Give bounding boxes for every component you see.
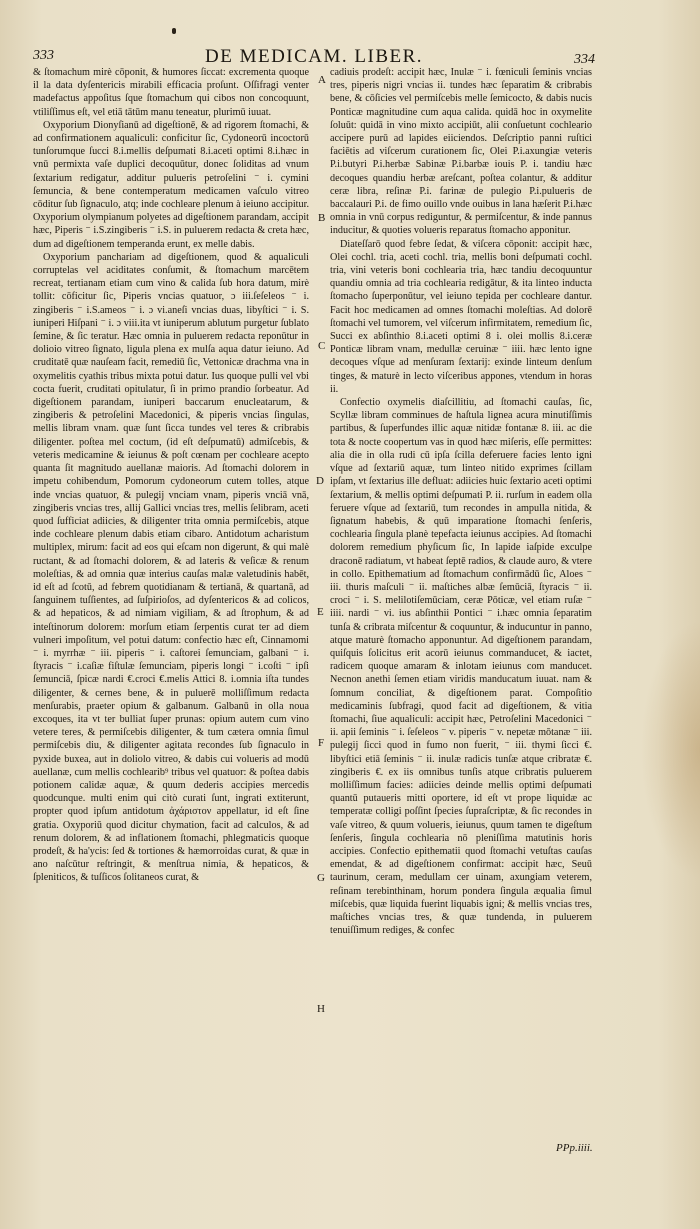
- signature-mark: PPp.iiii.: [556, 1142, 593, 1154]
- running-title: DE MEDICAM. LIBER.: [205, 46, 424, 67]
- margin-letter-g: G: [317, 872, 325, 884]
- paragraph: Oxyporium panchariam ad digeſtionem, quod & aqualiculi corruptelas vel aciditates conſumit, & ſtomachum marcētem recreat, tertianam etiam cum vino & calida ſub hora datum, mirè tollit: cōficitur ſic, Piperis vncias quatuor, ɔ iii.ſeſeleos ⁻ i. zingiberis ⁻ i.S.ameos ⁻ i. ɔ vi.aneſi vncias duas, libyſtici ⁻ i. S. iuniperi Hiſpani ⁻ i. ɔ viii.ita vt iuniperum ablutum purgetur ſublato ſemine, & ſic teratur. Hæc omnia in puluerem redacta reponūtur in dolioio vitreo ſignato, ligula plena ex mulſa aqua datur ieiuno. Ad cruditatē quæ nauſeam facit, remediū ſic, Vettonicæ drachma vna in oxymelitis cyathis tribus mixta potui datur. Ius quoque pulli vel vbi cocta fuerit, cruditati opitulatur, ſi in primo prandio ſorbeatur. Ad digeſtionem parandam, iuniperi baccarum enucleatarum, & zingiberis & petroſelini Macedonici, & piperis vncias ſingulas, mellis libram vnam. quæ ſunt ſicca tundes vel teres & cribrabis diligenter. poſtea mel coctum, (id eſt deſpumatū) admiſcebis, & veteris medicamine & ieiunus & poſt cœnam per cochleare acepto quanta ſit magnitudo auellanæ maioris. Ad ſtomachi dolorem in impetu cohibendum, Pomorum cydoneorum cutem tolles, atque inde vncias quatuor, & pulegij vnciam vnam, piperis vnciā vnā, zingiberis vncias tres, allij Gallici vncias tres, mellis ſelibram, aceti quod ſufficiat adiicies, & diligenter trita omnia permiſcebis, atque inde cochleare plenum dabis etiam cibaro. Antidotum acharistum multiplex, mirum: facit ad eos qui eſcam non digerunt, & qui malè ructant, & ad ſtomachi dolorem, & ad lateris & veſicæ & renum moleſtias, & ad omnia quæ interius cauſas malæ valetudinis habēt, id eſt ad ſcotū, ad febrem quotidianam & tertianā, & quartanā, ad ſanguinem tuſſientes, ad ſuſpirioſos, ad dyſentericos & ad colicos, & ad hepaticos, & ad nimiam vigiliam, & ad ſtrophum, & ad inteſtinorum dolorem: morſum etiam ſerpentis curat ter ad diem vulneri impoſitum, vel potui datum: confectio hæc eſt, Cinnamomi ⁻ i. myrrhæ ⁻ iii. piperis ⁻ i. caſtorei ſemunciam, galbani ⁻ i. ſtyracis ⁻ i.caſiæ fiſtulæ ſemunciam, piperis longi ⁻ i.coſti ⁻ ipſi ſemunciā, ſpicæ nardi €.croci €.melis Attici 8. i.omnia iſta tundes diligenter, & cernes bene, & in puluerē molliſſimum redacta menſurabis, praeter opium & galbanum. Galbanū in olla noua excoques, ita vt ter bulliat ſuper prunas: opium autem cum vino vetere teres, & permiſcebis diligenter, & tum cætera omnia ſimul permiſcebis diu, & diligenter agitata recondes ſub ſignaculo in pyxide buxea, aut in doliolo vitreo, & dabis cui volueris ad modū auellanæ, cum mellis cochlearib⁹ tribus vel quatuor: & poſtea dabis potionem calidæ aquæ, & quum dederis accipies mercedis quodcunque. multi enim qui citò curati ſunt, ingrati extiterunt, propter quod ipſum antidotum ἀχάριστον appellatur, id eſt ſine gratia. Oxyporiū quod dicitur chymation, facit ad calculos, & ad renum dolorem, & ad inflationem ſtomachi, phlegmaticis quoque prodeſt, & ha'ycis: ſed & tortiones & hæmorroidas curat, & quæ in ano naſcūtur reſtringit, & menſtrua nimia, & hepaticos, & ſpleniticos, & tuſſicos ſolitaneos curat, &: [33, 251, 309, 884]
- water-stain: [640, 620, 700, 880]
- margin-letter-c: C: [318, 340, 326, 352]
- margin-letter-h: H: [317, 1003, 325, 1015]
- paragraph: & ſtomachum mirè cōponit, & humores ſiccat: excrementa quoque il la data dyſentericis mirabili efficacia proſunt. Oſſifragi venter madefactus appoſitus ſque ſtomachum qui cibos non concoquunt, vtiliſſimus eſt, vel etiā tātūm manu teneatur, plurimū iuuat.: [33, 67, 309, 118]
- right-column: [330, 66, 592, 937]
- paragraph: Confectio oxymelis diaſcillitiu, ad ſtomachi cauſas, ſic, Scyllæ libram comminues de haſtula lignea acura minutiſſimis partibus, & ſuperfundes illic aquæ nitidæ fontanæ 8. iii. ac die tota & nocte coopertum vas in quod hæc miſeris, eſſe permittes: alia die in olla rudi cū ipſa ſcilla deferuere facies lento igni vſque ad ſextariū aquæ, tum linteo nitido exprimes ſcillam ipſam, vt ſextarius ille defluat: adiicies huic ſextario aceti optimi ſextarium, & mellis optimi deſpumati P. ii. rurſum in eadem olla feruere vſque ad ſextariū, tum recondes in ampulla nitida, & ſignatum habebis, & quū imparatione ſtomachi ſenſeris, cochlearia ſingula planè tepefacta ieiunus accipies. Ad ſtomachi dolorem remedium phyſicum ſic, In lapide iaſpide exculpe draconē radiatum, vt habeat ſeptē radios, & claude auro, & vtere in collo. Epithematium ad ſtomachum confirmādū ſic, Aloes ⁻ iii. thuris maſculi ⁻ ii. maſtiches albæ ſemūciā, ſtyracis ⁻ ii. croci ⁻ i. S. melilotiſemūciam, ceræ Pōticæ, vel etiam ruſæ ⁻ iiii. nardi ⁻ vi. ius abſinthii Pontici ⁻ i.hæc omnia ſeparatim tunſa & cribrata miſcentur & coquuntur, & inducuntur in panno, atque maturè ſtomacho apponuntur. Ad digeſtionem parandam, quiſquis ſolicitus erit acorū ieiunus commanducet, & iactet, radicem quoque amaram & inlotam ieiunus com manducet. Necnon anethi ſemen etiam viridis manducatum iuuat. nam & ſomnum conciliat, & digeſtionem parat. Compoſitio medicaminis ſubfragi, quod facit ad digeſtionem, & vitia ſtomachi, ſiue aqualiculi: accipit hæc, Petroſelini Macedonici ⁻ ii. apii ſeminis ⁻ i. ſeſeleos ⁻ v. piperis ⁻ v. nepetæ mōtanæ ⁻ iii. pulegij ſicci quod in fumo non fuerit, ⁻ iii. thymi ſicci €. libyſtici etiā ſeminis ⁻ ii. inulæ radicis tunſæ atque cribratæ €. zingiberis €. ex iis omnibus tunſis atque cribratis puluerem molliſſimum facies: adiicies deinde mellis optimi deſpumati quantū putaueris mitti oportere, id eſt vt prope liquidæ ac temperatæ colligi poſſint ſpecies ſupraſcriptæ, & ſic recondes in vaſe vitreo, & quum volueris, ieiunus, quum tamen te digeſtum ſenſeris, ſingula cochlearia nō pleniſſima matutinis horis accipies. Confectio epithematii quod ſtomachi vetuſtas cauſas emendat, & ad digeſtionem confirmat: accipit hæc, Seuū taurinum, ceram, medullam cer uinam, axungiam veterem, reſinam terebinthinam, horum pondera ſingula æqualia ſimul miſcebis, quæ liquida fuerint liquabis igni; & mellis vncias tres, maſtiches vncias tres, & quæ tundenda, in puluerem tenuiſſimum rediges, & confec: [330, 397, 592, 937]
- paragraph: Oxyporium Dionyſianū ad digeſtionē, & ad rigorem ſtomachi, & ad confirmationem aqualiculi: conficitur ſic, Cydoneorū incoctorū tunſorumque ſucci 8.i.mellis deſpumati 8.i.aceti optimi 8.i.hæc in vnū permixta vaſe duplici decoquūtur, donec ſoliditas ad vnum ſextarium redigatur, additur pulueris petroſelini ⁻ i. cymini ſemuncia, & bene contemperatum medicamen vaſculo vitreo cōditur ſub ſignaculo, atq; inde cochleare plenum à ieiuno accipitur. Oxyporium olympianum polyetes ad digeſtionem parandam, accipit hæc, Piperis ⁻ i.S.zingiberis ⁻ i.S. in puluerem redacta & creta hæc, dum ad digeſtionem temperanda erunt, ex melle dabis.: [33, 119, 309, 250]
- left-column: [33, 66, 309, 885]
- page-number-right: 334: [574, 52, 595, 67]
- margin-letter-e: E: [317, 606, 324, 618]
- ink-speck: [172, 28, 176, 34]
- margin-letter-d: D: [316, 475, 324, 487]
- paragraph: Diateſſarō quod febre ſedat, & viſcera cōponit: accipit hæc, Olei cochl. tria, aceti cochl. tria, mellis boni deſpumati cochl. tria, vini veteris boni cochlearia tria, hæc tandiu decoquuntur quandiu omnia ad tria cochlearia redigātur, & ita linteo inducta ſtomacho ſuperponūtur, vel ieiuno tepida per cochleare dantur. Facit hoc medicamen ad omnes ſtomachi moleſtias. Ad dolorē ſtomachi vel tumorem, vel viſcerum infirmitatem, remedium ſic, Succi ex abſinthio 8.i.aceti optimi 8 i. olei mollis 8.i.ceræ Ponticæ libram vnam, medullæ ceruinæ ⁻ iiii. hæc lento igne decoques vſque ad menſuram ſextarij: exinde linteum denſum tinges, & maturè in lecto viſceribus appones, vtendum in horas ii.: [330, 238, 592, 395]
- paragraph: cadiuis prodeſt: accipit hæc, Inulæ ⁻ i. fœniculi ſeminis vncias tres, piperis nigri vncias ii. tundes hæc ſeparatim & cribrabis bene, & cōſicies vel permiſcebis melle ſemicocto, & dabis nucis Ponticæ magnitudine cum aqua calida. quidā hoc in oxymelite ſoluūt: quidā in vino mixto accipiūt, alii conſuetunt cochleario accipere purū ad lapides eiiciendos. Deſcriptio panni ruſtici faciētis ad viſcerum curationem ſic, Olei P.i.axungiæ veteris P.i.butyri P.i.herbæ Sabinæ P.i.barbæ iouis P. i. tandiu hæc decoques quandiu herbæ areſcant, poſtea colantur, & additur ceræ libra, reſinæ P.i. farinæ de pulegio P.i.pulueris de baccalauri P.i. de fimo ouillo vnde ouibus in lana hæſerit P.i.hæc omnia in vnū corpus rediguntur, & permiſcentur, & inde pannus inducitur, & quoties volueris reparatus ſtomacho apponitur.: [330, 67, 592, 237]
- page-number-left: 333: [33, 48, 54, 63]
- margin-letter-f: F: [318, 737, 325, 749]
- margin-letter-b: B: [318, 212, 326, 224]
- margin-letter-a: A: [318, 74, 326, 86]
